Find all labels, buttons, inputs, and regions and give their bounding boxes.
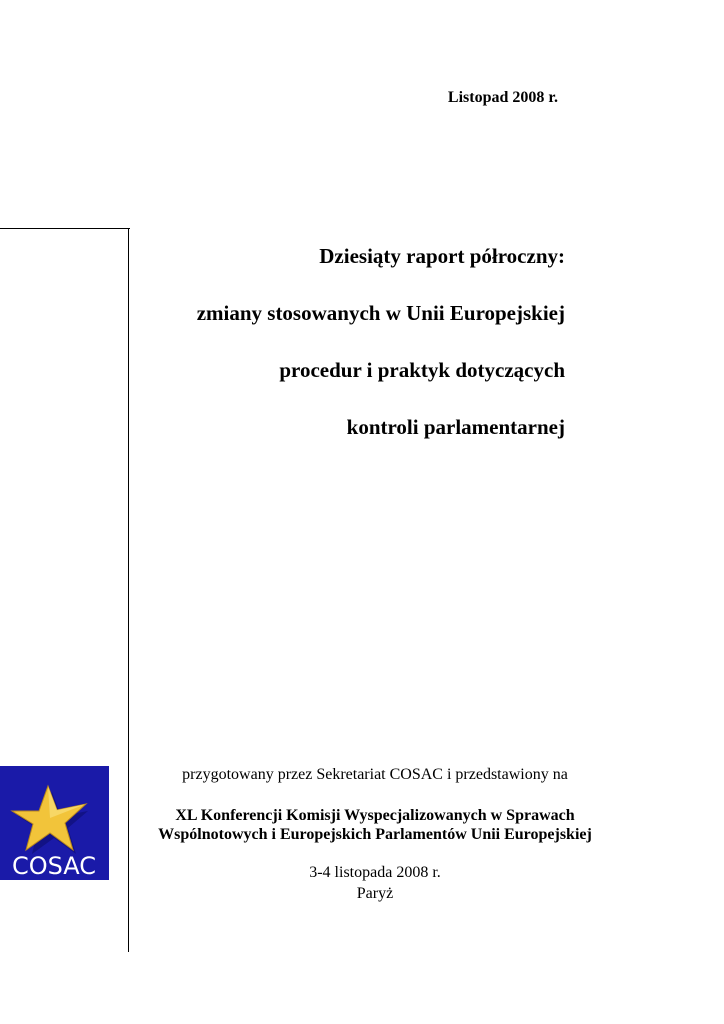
- document-date: Listopad 2008 r.: [447, 89, 558, 106]
- title-line-4: kontroli parlamentarnej: [346, 415, 565, 439]
- document-title: [197, 240, 565, 468]
- logo-wordmark: COSAC: [11, 852, 97, 880]
- frame-vertical-rule: [128, 228, 129, 952]
- title-line-1: Dziesiąty raport półroczny:: [319, 244, 565, 268]
- conference-line-2: Wspólnotowych i Europejskich Parlamentów Unii Europejskiej: [158, 826, 592, 843]
- title-line-2: zmiany stosowanych w Unii Europejskiej: [196, 301, 565, 325]
- cosac-logo: [0, 766, 109, 880]
- frame-top-rule: [0, 228, 130, 229]
- conference-line-1: XL Konferencji Komisji Wyspecjalizowanych w Sprawach: [175, 807, 575, 824]
- cosac-star-icon: [0, 766, 109, 880]
- event-place: Paryż: [356, 885, 394, 902]
- prepared-by-text: przygotowany przez Sekretariat COSAC i przedstawiony na: [182, 766, 568, 783]
- conference-name: [140, 806, 610, 844]
- title-line-3: procedur i praktyk dotyczących: [279, 358, 565, 382]
- event-date: 3-4 listopada 2008 r.: [309, 864, 441, 881]
